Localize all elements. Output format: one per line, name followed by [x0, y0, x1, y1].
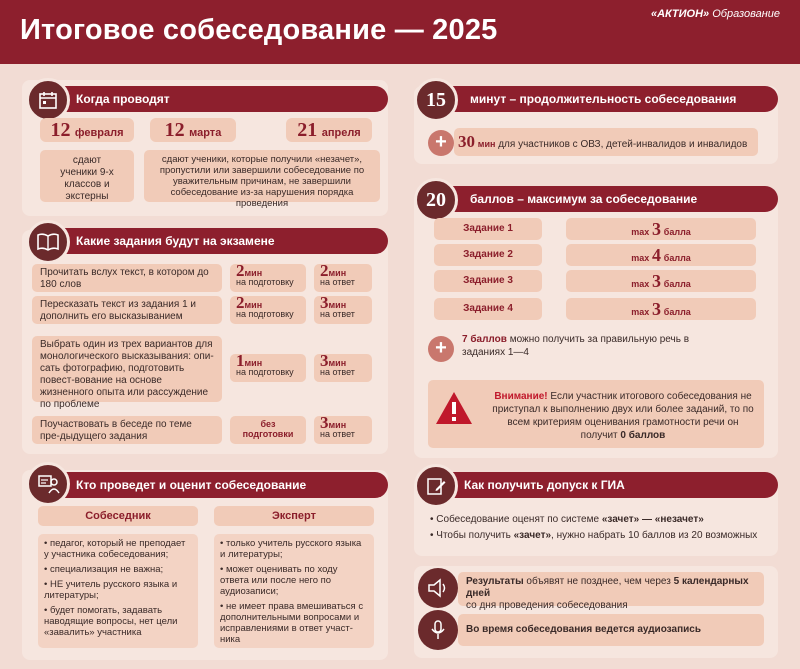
- page-title: Итоговое собеседование — 2025: [20, 14, 498, 46]
- when-title: Когда проводят: [44, 86, 388, 112]
- list-item: • будет помогать, задавать наводящие вопросы, нет цели «завалить» участника: [44, 605, 178, 638]
- task-row-2-answer: 3мин на ответ: [314, 296, 372, 324]
- brand-subtitle: Образование: [712, 8, 780, 20]
- date-feb: 12 февраля: [40, 118, 134, 142]
- expert-list: [214, 534, 374, 648]
- score-task-3: Задание 3: [434, 270, 542, 292]
- task-row-3-answer: 3мин на ответ: [314, 354, 372, 382]
- date-mar: 12 марта: [150, 118, 236, 142]
- score-value-1: max 3 балла: [566, 218, 756, 240]
- results-box: Результаты объявят не позднее, чем через 5 календарных дней со дня проведения собеседования: [458, 572, 764, 606]
- people-icon: [26, 462, 70, 506]
- feb-description: сдают ученики 9-х классов и экстерны: [40, 150, 134, 202]
- task-row-2-text: Пересказать текст из задания 1 и дополнить его высказыванием: [32, 296, 222, 324]
- score-value-2: max 4 балла: [566, 244, 756, 266]
- brand-logo: [651, 8, 780, 20]
- task-row-4-text: Поучаствовать в беседе по теме пре-дыдущего задания: [32, 416, 222, 444]
- score-task-2: Задание 2: [434, 244, 542, 266]
- warning-icon: [434, 390, 474, 431]
- task-row-4-answer: 3мин на ответ: [314, 416, 372, 444]
- microphone-icon: [418, 610, 458, 650]
- task-row-4-prep: без подготовки: [230, 416, 306, 444]
- duration-title: минут – продолжительность собеседования: [440, 86, 778, 112]
- task-row-1-answer: 2мин на ответ: [314, 264, 372, 292]
- retake-description: сдают ученики, которые получили «незачет», пропустили или завершили собеседование по уважительным причинам, не завершили собеседование из-за нарушения порядка проведения: [144, 150, 380, 202]
- task-row-1-text: Прочитать вслух текст, в котором до 180 слов: [32, 264, 222, 292]
- score-task-1: Задание 1: [434, 218, 542, 240]
- extended-duration: 30 мин для участников с ОВЗ, детей-инвалидов и инвалидов: [454, 128, 758, 156]
- edit-icon: [414, 464, 458, 508]
- audio-box: Во время собеседования ведется аудиозапись: [458, 614, 764, 646]
- list-item: • только учитель русского языка и литературы;: [220, 538, 362, 560]
- speaker-icon: [418, 568, 458, 608]
- tasks-title: Какие задания будут на экзамене: [44, 228, 388, 254]
- list-item: • специализация не важна;: [44, 564, 164, 575]
- list-item: • педагог, который не преподает у участника собеседования;: [44, 538, 186, 560]
- speech-points: 7 баллов можно получить за правильную речь в заданиях 1—4: [462, 334, 690, 358]
- book-icon: [26, 220, 70, 264]
- plus-icon: +: [428, 130, 454, 156]
- brand-name: «АКТИОН»: [650, 8, 710, 20]
- duration-number: 15: [414, 78, 458, 122]
- plus-icon: +: [428, 336, 454, 362]
- interlocutor-header: Собеседник: [38, 506, 198, 526]
- calendar-icon: [26, 78, 70, 122]
- admission-item-1: • Собеседование оценят по системе «зачет» — «незачет»: [430, 514, 704, 525]
- task-row-2-prep: 2мин на подготовку: [230, 296, 306, 324]
- date-apr: 21 апреля: [286, 118, 372, 142]
- score-value-4: max 3 балла: [566, 298, 756, 320]
- header: [0, 0, 800, 64]
- admission-item-2: • Чтобы получить «зачет», нужно набрать 10 баллов из 20 возможных: [430, 530, 758, 541]
- task-row-1-prep: 2мин на подготовку: [230, 264, 306, 292]
- score-number: 20: [414, 178, 458, 222]
- list-item: • НЕ учитель русского языка и литературы;: [44, 579, 178, 601]
- score-task-4: Задание 4: [434, 298, 542, 320]
- who-title: Кто проведет и оценит собеседование: [44, 472, 388, 498]
- expert-header: Эксперт: [214, 506, 374, 526]
- task-row-3-text: Выбрать один из трех вариантов для монологического высказывания: опи-сать фотографию, подготовить повест-вование на основе жизненного опыта или рассуждение по проблеме: [32, 336, 222, 402]
- score-value-3: max 3 балла: [566, 270, 756, 292]
- admission-title: Как получить допуск к ГИА: [440, 472, 778, 498]
- task-row-3-prep: 1мин на подготовку: [230, 354, 306, 382]
- list-item: • может оценивать по ходу ответа или после него по аудиозаписи;: [220, 564, 338, 597]
- list-item: • не имеет права вмешиваться с дополнительными вопросами и исправлениями в ответ участ-ника: [220, 601, 364, 645]
- score-title: баллов – максимум за собеседование: [440, 186, 778, 212]
- warning-text: Внимание! Если участник итогового собеседования не приступал к выполнению двух или более заданий, то по всем критериям оценивания грамотности речи он получит 0 баллов: [492, 391, 754, 441]
- interlocutor-list: [38, 534, 198, 648]
